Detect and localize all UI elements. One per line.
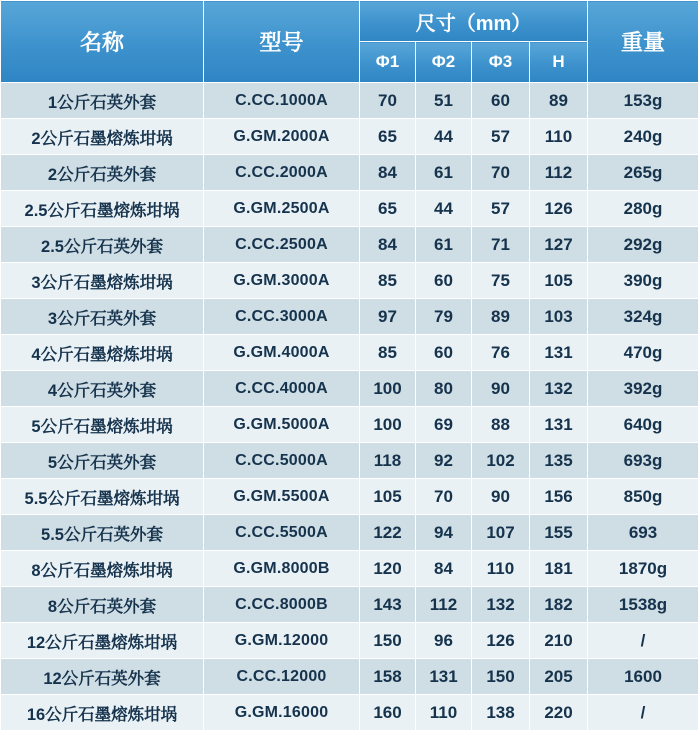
cell-model: G.GM.5000A <box>204 407 360 443</box>
cell-phi1: 65 <box>360 119 416 155</box>
table-row <box>1 155 698 191</box>
cell-h: 131 <box>530 407 588 443</box>
cell-phi2: 61 <box>416 155 472 191</box>
header-model: 型号 <box>204 1 360 83</box>
table-row <box>1 623 698 659</box>
cell-phi2: 131 <box>416 659 472 695</box>
cell-phi2: 79 <box>416 299 472 335</box>
cell-model: G.GM.16000 <box>204 695 360 731</box>
cell-model: G.GM.2500A <box>204 191 360 227</box>
cell-name: 2公斤石墨熔炼坩埚 <box>1 119 204 155</box>
cell-phi3: 107 <box>472 515 530 551</box>
cell-phi1: 122 <box>360 515 416 551</box>
cell-phi3: 132 <box>472 587 530 623</box>
cell-model: G.GM.3000A <box>204 263 360 299</box>
cell-phi3: 60 <box>472 83 530 119</box>
cell-h: 89 <box>530 83 588 119</box>
cell-weight: 1870g <box>588 551 698 587</box>
header-phi1: Φ1 <box>360 42 416 83</box>
cell-phi3: 88 <box>472 407 530 443</box>
cell-model: C.CC.5000A <box>204 443 360 479</box>
cell-phi1: 105 <box>360 479 416 515</box>
cell-name: 2公斤石英外套 <box>1 155 204 191</box>
cell-weight: / <box>588 623 698 659</box>
table-row <box>1 479 698 515</box>
cell-h: 135 <box>530 443 588 479</box>
table-row <box>1 335 698 371</box>
table-row <box>1 299 698 335</box>
cell-h: 220 <box>530 695 588 731</box>
cell-name: 12公斤石英外套 <box>1 659 204 695</box>
cell-model: C.CC.1000A <box>204 83 360 119</box>
cell-h: 181 <box>530 551 588 587</box>
header-weight: 重量 <box>588 1 698 83</box>
cell-phi1: 120 <box>360 551 416 587</box>
cell-phi3: 89 <box>472 299 530 335</box>
cell-phi1: 158 <box>360 659 416 695</box>
cell-weight: 392g <box>588 371 698 407</box>
cell-phi3: 102 <box>472 443 530 479</box>
cell-model: G.GM.12000 <box>204 623 360 659</box>
cell-weight: 265g <box>588 155 698 191</box>
cell-phi3: 110 <box>472 551 530 587</box>
cell-phi3: 76 <box>472 335 530 371</box>
cell-weight: 280g <box>588 191 698 227</box>
cell-phi1: 100 <box>360 371 416 407</box>
cell-model: C.CC.2500A <box>204 227 360 263</box>
cell-model: C.CC.2000A <box>204 155 360 191</box>
cell-h: 103 <box>530 299 588 335</box>
cell-weight: 324g <box>588 299 698 335</box>
cell-phi2: 110 <box>416 695 472 731</box>
cell-weight: 693 <box>588 515 698 551</box>
table-row <box>1 227 698 263</box>
cell-h: 131 <box>530 335 588 371</box>
cell-h: 110 <box>530 119 588 155</box>
cell-h: 182 <box>530 587 588 623</box>
cell-phi1: 143 <box>360 587 416 623</box>
cell-phi2: 96 <box>416 623 472 659</box>
cell-name: 5公斤石英外套 <box>1 443 204 479</box>
cell-h: 205 <box>530 659 588 695</box>
cell-phi2: 112 <box>416 587 472 623</box>
cell-phi1: 84 <box>360 155 416 191</box>
cell-h: 155 <box>530 515 588 551</box>
cell-h: 156 <box>530 479 588 515</box>
cell-h: 132 <box>530 371 588 407</box>
table-row <box>1 515 698 551</box>
cell-name: 4公斤石墨熔炼坩埚 <box>1 335 204 371</box>
cell-name: 1公斤石英外套 <box>1 83 204 119</box>
cell-weight: 1600 <box>588 659 698 695</box>
cell-weight: 153g <box>588 83 698 119</box>
cell-phi2: 70 <box>416 479 472 515</box>
cell-h: 127 <box>530 227 588 263</box>
cell-name: 2.5公斤石英外套 <box>1 227 204 263</box>
cell-weight: 1538g <box>588 587 698 623</box>
cell-phi2: 84 <box>416 551 472 587</box>
cell-model: C.CC.12000 <box>204 659 360 695</box>
cell-h: 126 <box>530 191 588 227</box>
cell-weight: 470g <box>588 335 698 371</box>
cell-phi1: 160 <box>360 695 416 731</box>
cell-phi1: 118 <box>360 443 416 479</box>
cell-weight: 390g <box>588 263 698 299</box>
cell-h: 105 <box>530 263 588 299</box>
cell-phi1: 65 <box>360 191 416 227</box>
cell-phi3: 90 <box>472 479 530 515</box>
table-body <box>1 83 698 731</box>
cell-phi3: 57 <box>472 191 530 227</box>
cell-phi3: 70 <box>472 155 530 191</box>
table-row <box>1 83 698 119</box>
cell-phi2: 61 <box>416 227 472 263</box>
table-row <box>1 371 698 407</box>
cell-weight: 850g <box>588 479 698 515</box>
cell-phi2: 92 <box>416 443 472 479</box>
cell-phi3: 90 <box>472 371 530 407</box>
cell-model: C.CC.4000A <box>204 371 360 407</box>
cell-phi3: 75 <box>472 263 530 299</box>
cell-phi1: 85 <box>360 263 416 299</box>
cell-phi3: 57 <box>472 119 530 155</box>
cell-h: 210 <box>530 623 588 659</box>
cell-model: C.CC.3000A <box>204 299 360 335</box>
cell-model: C.CC.5500A <box>204 515 360 551</box>
cell-h: 112 <box>530 155 588 191</box>
cell-model: G.GM.4000A <box>204 335 360 371</box>
cell-name: 12公斤石墨熔炼坩埚 <box>1 623 204 659</box>
table-row <box>1 659 698 695</box>
cell-phi3: 71 <box>472 227 530 263</box>
cell-model: G.GM.8000B <box>204 551 360 587</box>
header-phi2: Φ2 <box>416 42 472 83</box>
cell-phi1: 85 <box>360 335 416 371</box>
header-h: H <box>530 42 588 83</box>
cell-phi3: 150 <box>472 659 530 695</box>
cell-weight: / <box>588 695 698 731</box>
cell-phi2: 44 <box>416 119 472 155</box>
table-row <box>1 551 698 587</box>
cell-name: 3公斤石墨熔炼坩埚 <box>1 263 204 299</box>
cell-phi1: 100 <box>360 407 416 443</box>
cell-phi1: 97 <box>360 299 416 335</box>
cell-model: G.GM.2000A <box>204 119 360 155</box>
cell-phi3: 138 <box>472 695 530 731</box>
table-header <box>1 1 698 83</box>
cell-weight: 693g <box>588 443 698 479</box>
cell-name: 5.5公斤石英外套 <box>1 515 204 551</box>
header-name: 名称 <box>1 1 204 83</box>
table-row <box>1 119 698 155</box>
cell-phi3: 126 <box>472 623 530 659</box>
cell-model: G.GM.5500A <box>204 479 360 515</box>
table-row <box>1 443 698 479</box>
cell-phi2: 44 <box>416 191 472 227</box>
cell-weight: 240g <box>588 119 698 155</box>
cell-name: 16公斤石墨熔炼坩埚 <box>1 695 204 731</box>
cell-phi1: 70 <box>360 83 416 119</box>
cell-name: 5公斤石墨熔炼坩埚 <box>1 407 204 443</box>
header-phi3: Φ3 <box>472 42 530 83</box>
table-row <box>1 263 698 299</box>
header-size-group: 尺寸（mm） <box>360 1 588 42</box>
cell-name: 8公斤石墨熔炼坩埚 <box>1 551 204 587</box>
cell-model: C.CC.8000B <box>204 587 360 623</box>
table-row <box>1 191 698 227</box>
cell-phi2: 94 <box>416 515 472 551</box>
cell-weight: 640g <box>588 407 698 443</box>
cell-phi1: 84 <box>360 227 416 263</box>
cell-phi2: 69 <box>416 407 472 443</box>
cell-phi1: 150 <box>360 623 416 659</box>
cell-name: 8公斤石英外套 <box>1 587 204 623</box>
table-row <box>1 695 698 731</box>
cell-phi2: 60 <box>416 335 472 371</box>
cell-name: 2.5公斤石墨熔炼坩埚 <box>1 191 204 227</box>
table-row <box>1 407 698 443</box>
table-row <box>1 587 698 623</box>
cell-phi2: 80 <box>416 371 472 407</box>
cell-phi2: 51 <box>416 83 472 119</box>
cell-weight: 292g <box>588 227 698 263</box>
cell-name: 5.5公斤石墨熔炼坩埚 <box>1 479 204 515</box>
cell-phi2: 60 <box>416 263 472 299</box>
cell-name: 4公斤石英外套 <box>1 371 204 407</box>
cell-name: 3公斤石英外套 <box>1 299 204 335</box>
